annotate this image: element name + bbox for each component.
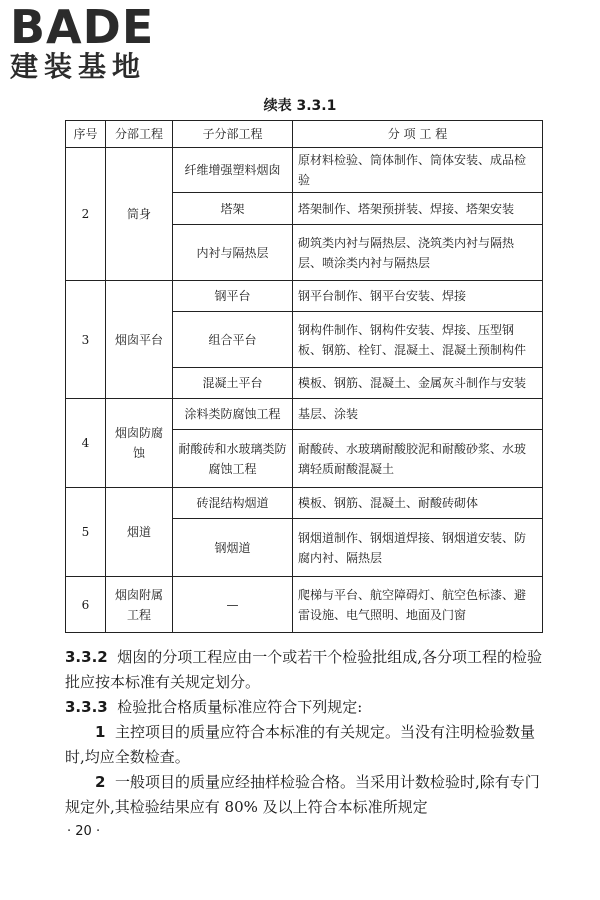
clause-number: 3.3.2 [65, 648, 108, 666]
clause-text [65, 645, 547, 820]
header-sub-division: 子分部工程 [173, 121, 293, 148]
clause-item-2 [65, 770, 547, 820]
row-sub-division: 混凝土平台 [173, 368, 293, 399]
header-items: 分 项 工 程 [293, 121, 543, 148]
row-serial-no: 4 [66, 399, 106, 488]
row-items: 原材料检验、筒体制作、筒体安装、成品检验 [293, 148, 543, 193]
item-body: 主控项目的质量应符合本标准的有关规定。当没有注明检验数量时,均应全数检查。 [65, 723, 535, 766]
clause-3-3-3 [65, 695, 547, 720]
header-division: 分部工程 [106, 121, 173, 148]
row-serial-no: 5 [66, 488, 106, 577]
clause-item-1 [65, 720, 547, 770]
table-row [66, 577, 543, 633]
row-items: 模板、钢筋、混凝土、耐酸砖砌体 [293, 488, 543, 519]
row-sub-division: 钢平台 [173, 281, 293, 312]
clause-body: 检验批合格质量标准应符合下列规定: [117, 698, 363, 716]
row-division: 烟囱平台 [106, 281, 173, 399]
page-number: · 20 · [67, 824, 101, 839]
item-number: 1 [95, 723, 106, 741]
table-row [66, 148, 543, 193]
item-number: 2 [95, 773, 106, 791]
row-division: 烟囱附属工程 [106, 577, 173, 633]
row-sub-division: 钢烟道 [173, 519, 293, 577]
row-items: 钢平台制作、钢平台安装、焊接 [293, 281, 543, 312]
row-sub-division: 塔架 [173, 193, 293, 225]
row-items: 模板、钢筋、混凝土、金属灰斗制作与安装 [293, 368, 543, 399]
row-division: 烟囱防腐蚀 [106, 399, 173, 488]
row-sub-division: 涂料类防腐蚀工程 [173, 399, 293, 430]
row-items: 钢构件制作、钢构件安装、焊接、压型钢板、钢筋、栓钉、混凝土、混凝土预制构件 [293, 312, 543, 368]
clause-body: 烟囱的分项工程应由一个或若干个检验批组成,各分项工程的检验批应按本标准有关规定划分。 [65, 648, 543, 691]
row-items: 砌筑类内衬与隔热层、浇筑类内衬与隔热层、喷涂类内衬与隔热层 [293, 225, 543, 281]
table-row [66, 281, 543, 312]
row-serial-no: 2 [66, 148, 106, 281]
brand-logo [10, 0, 175, 83]
row-sub-division: 组合平台 [173, 312, 293, 368]
row-items: 爬梯与平台、航空障碍灯、航空色标漆、避雷设施、电气照明、地面及门窗 [293, 577, 543, 633]
row-items: 耐酸砖、水玻璃耐酸胶泥和耐酸砂浆、水玻璃轻质耐酸混凝土 [293, 430, 543, 488]
item-body: 一般项目的质量应经抽样检验合格。当采用计数检验时,除有专门规定外,其检验结果应有 80% 及以上符合本标准所规定 [65, 773, 540, 816]
table-caption: 续表 3.3.1 [263, 98, 337, 114]
row-sub-division: 纤维增强塑料烟囱 [173, 148, 293, 193]
logo-subtitle: 建装基地 [10, 50, 147, 83]
row-sub-division: 内衬与隔热层 [173, 225, 293, 281]
row-division: 烟道 [106, 488, 173, 577]
row-serial-no: 6 [66, 577, 106, 633]
construction-division-table [65, 120, 543, 633]
header-serial-no: 序号 [66, 121, 106, 148]
row-division: 筒身 [106, 148, 173, 281]
row-items: 基层、涂装 [293, 399, 543, 430]
table-row [66, 488, 543, 519]
row-sub-division: — [173, 577, 293, 633]
row-items: 塔架制作、塔架预拼装、焊接、塔架安装 [293, 193, 543, 225]
clause-3-3-2 [65, 645, 547, 695]
table-row [66, 399, 543, 430]
row-serial-no: 3 [66, 281, 106, 399]
row-items: 钢烟道制作、钢烟道焊接、钢烟道安装、防腐内衬、隔热层 [293, 519, 543, 577]
row-sub-division: 耐酸砖和水玻璃类防腐蚀工程 [173, 430, 293, 488]
row-sub-division: 砖混结构烟道 [173, 488, 293, 519]
clause-number: 3.3.3 [65, 698, 108, 716]
table-header-row [66, 121, 543, 148]
logo-wordmark: BADE [10, 0, 155, 54]
